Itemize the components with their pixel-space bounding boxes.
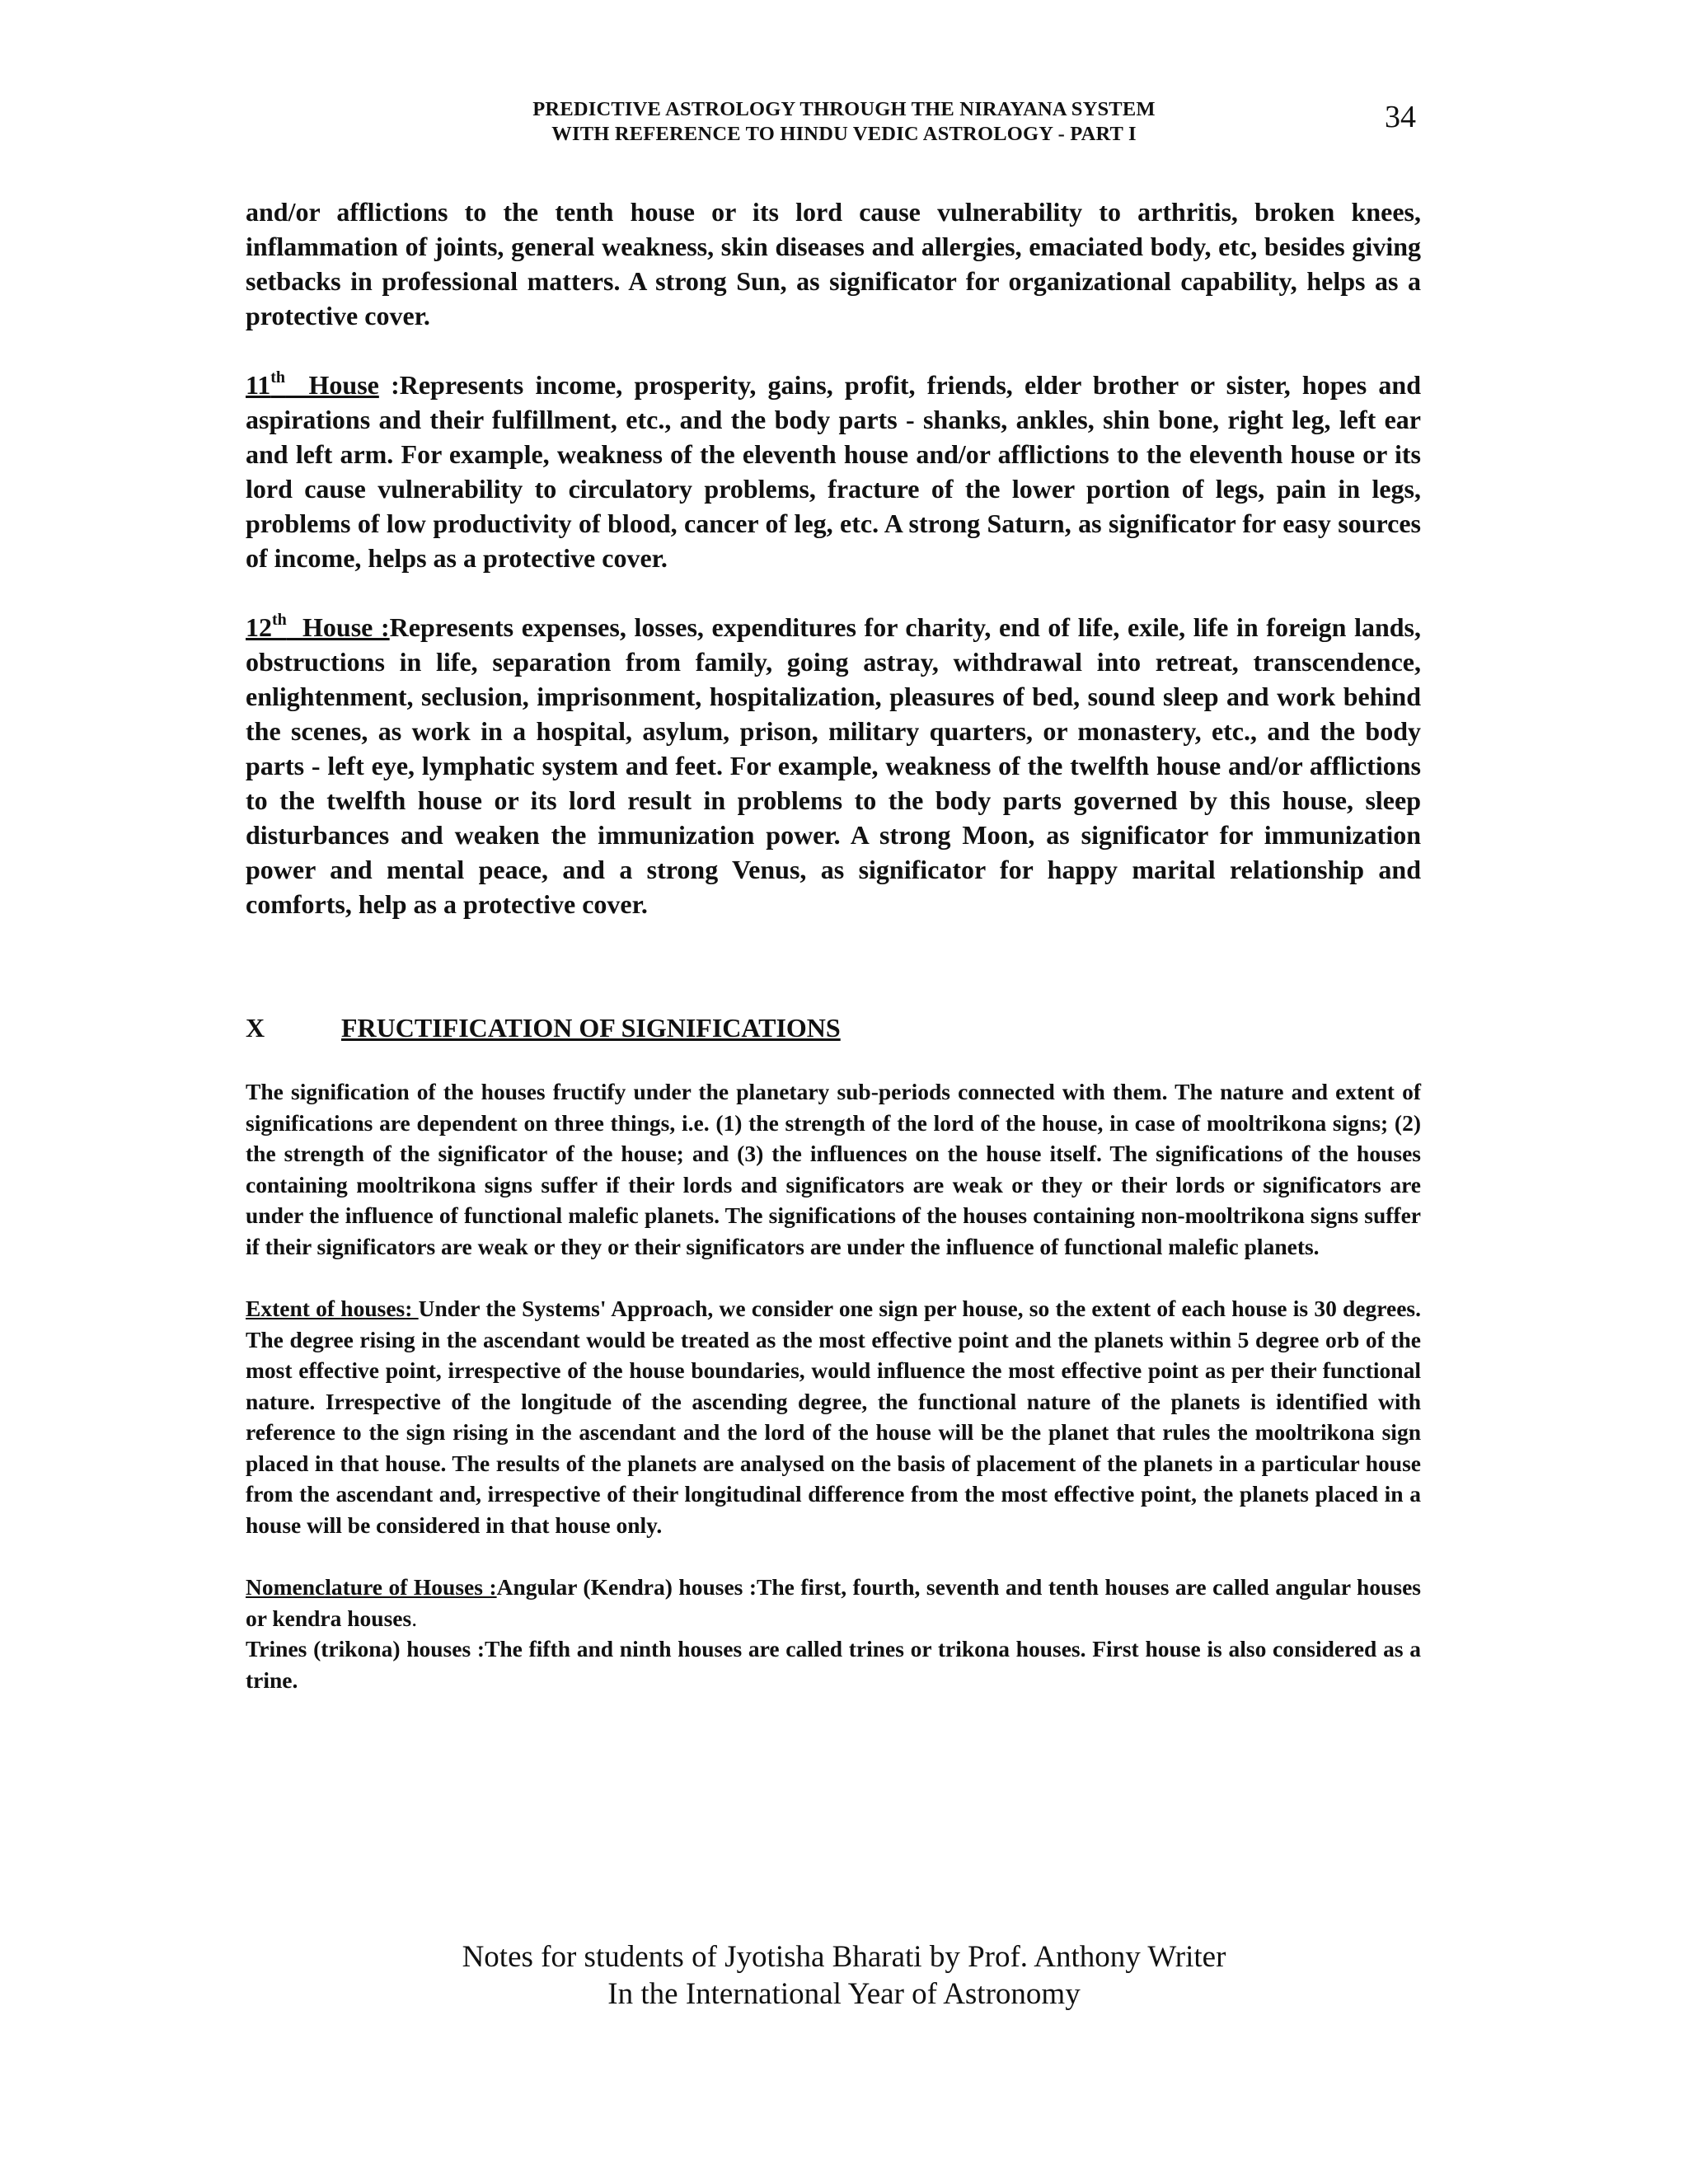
extent-label: Extent of houses: <box>246 1296 419 1321</box>
footer-line-1: Notes for students of Jyotisha Bharati by Prof. Anthony Writer <box>462 1940 1226 1974</box>
nomenclature-label: Nomenclature of Houses : <box>246 1574 497 1600</box>
nomenclature-text: Angular (Kendra) houses :The first, fourth, seventh and tenth houses are called angular houses or kendra houses <box>246 1574 1421 1631</box>
house-number: 12 <box>246 612 272 642</box>
section-number: X <box>246 1013 265 1043</box>
paragraph-twelfth-house <box>246 610 1421 921</box>
trines-text: Trines (trikona) houses :The fifth and ninth houses are called trines or trikona houses. First house is also considered as a trine. <box>246 1636 1421 1693</box>
header-line-1: PREDICTIVE ASTROLOGY THROUGH THE NIRAYANA SYSTEM <box>532 98 1156 120</box>
eleventh-house-heading <box>246 370 379 400</box>
house-label: House <box>308 370 379 400</box>
twelfth-house-heading <box>246 612 390 642</box>
house-number: 11 <box>246 370 271 400</box>
ordinal-suffix: th <box>270 368 286 387</box>
paragraph-extent-of-houses <box>246 1293 1421 1540</box>
page-body <box>246 194 1421 1695</box>
section-title: FRUCTIFICATION OF SIGNIFICATIONS <box>341 1013 841 1043</box>
ordinal-suffix: th <box>272 611 287 629</box>
extent-text: Under the Systems' Approach, we consider one sign per house, so the extent of each house is 30 degrees. The degree rising in the ascendant would be treated as the most effective point and the planets within 5 degree orb of the most effective point, irrespective of the house boundaries, would influence the most effective point as per their functional nature. Irrespective of the longitude of the ascending degree, the functional nature of the planets is identified with reference to the sign rising in the ascendant and the lord of the house will be the planet that rules the mooltrikona sign placed in that house. The results of the planets are analysed on the basis of placement of the planets in a particular house from the ascendant and, irrespective of their longitudinal difference from the most effective point, the planets placed in a house will be considered in that house only. <box>246 1296 1422 1538</box>
paragraph-nomenclature <box>246 1572 1421 1695</box>
section-heading <box>246 1010 1421 1045</box>
header-line-2: WITH REFERENCE TO HINDU VEDIC ASTROLOGY - PART I <box>551 123 1137 145</box>
page-number: 34 <box>1385 100 1416 134</box>
paragraph-tenth-house-continued: and/or afflictions to the tenth house or its lord cause vulnerability to arthritis, broken knees, inflammation of joints, general weakness, skin diseases and allergies, emaciated body, etc, besides giving setbacks in professional matters. A strong Sun, as significator for organizational capability, helps as a protective cover. <box>246 197 1421 330</box>
eleventh-house-text: :Represents income, prosperity, gains, profit, friends, elder brother or sister, hopes and aspirations and their fulfillment, etc., and the body parts - shanks, ankles, shin bone, right leg, left ear and left arm. For example, weakness of the eleventh house and/or afflictions to the eleventh house or its lord cause vulnerability to circulatory problems, fracture of the lower portion of legs, pain in legs, problems of low productivity of blood, cancer of leg, etc. A strong Saturn, as significator for easy sources of income, helps as a protective cover. <box>246 370 1421 573</box>
paragraph-eleventh-house <box>246 368 1421 575</box>
running-header <box>0 97 1688 147</box>
page-footer <box>0 1938 1688 2013</box>
twelfth-house-text: Represents expenses, losses, expenditures for charity, end of life, exile, life in foreign lands, obstructions in life, separation from family, going astray, withdrawal into retreat, transcendence, enlightenment, seclusion, imprisonment, hospitalization, pleasures of bed, sound sleep and work behind the scenes, as work in a hospital, asylum, prison, military quarters, or monastery, etc., and the body parts - left eye, lymphatic system and feet. For example, weakness of the twelfth house and/or afflictions to the twelfth house or its lord result in problems to the body parts governed by this house, sleep disturbances and weaken the immunization power. A strong Moon, as significator for immunization power and mental peace, and a strong Venus, as significator for happy marital relationship and comforts, help as a protective cover. <box>246 612 1422 919</box>
footer-line-2: In the International Year of Astronomy <box>607 1977 1081 2011</box>
house-label: House : <box>302 612 390 642</box>
nomenclature-period: . <box>411 1605 418 1631</box>
paragraph-fructification-intro: The signification of the houses fructify under the planetary sub-periods connected with them. The nature and extent of significations are dependent on three things, i.e. (1) the strength of the lord of the house, in case of mooltrikona signs; (2) the strength of the significator of the house; and (3) the influences on the house itself. The significations of the houses containing mooltrikona signs suffer if their lords and significators are weak or they or their lords or significators are under the influence of functional malefic planets. The significations of the houses containing non-mooltrikona signs suffer if their significators are weak or they or their significators are under the influence of functional malefic planets. <box>246 1079 1421 1259</box>
